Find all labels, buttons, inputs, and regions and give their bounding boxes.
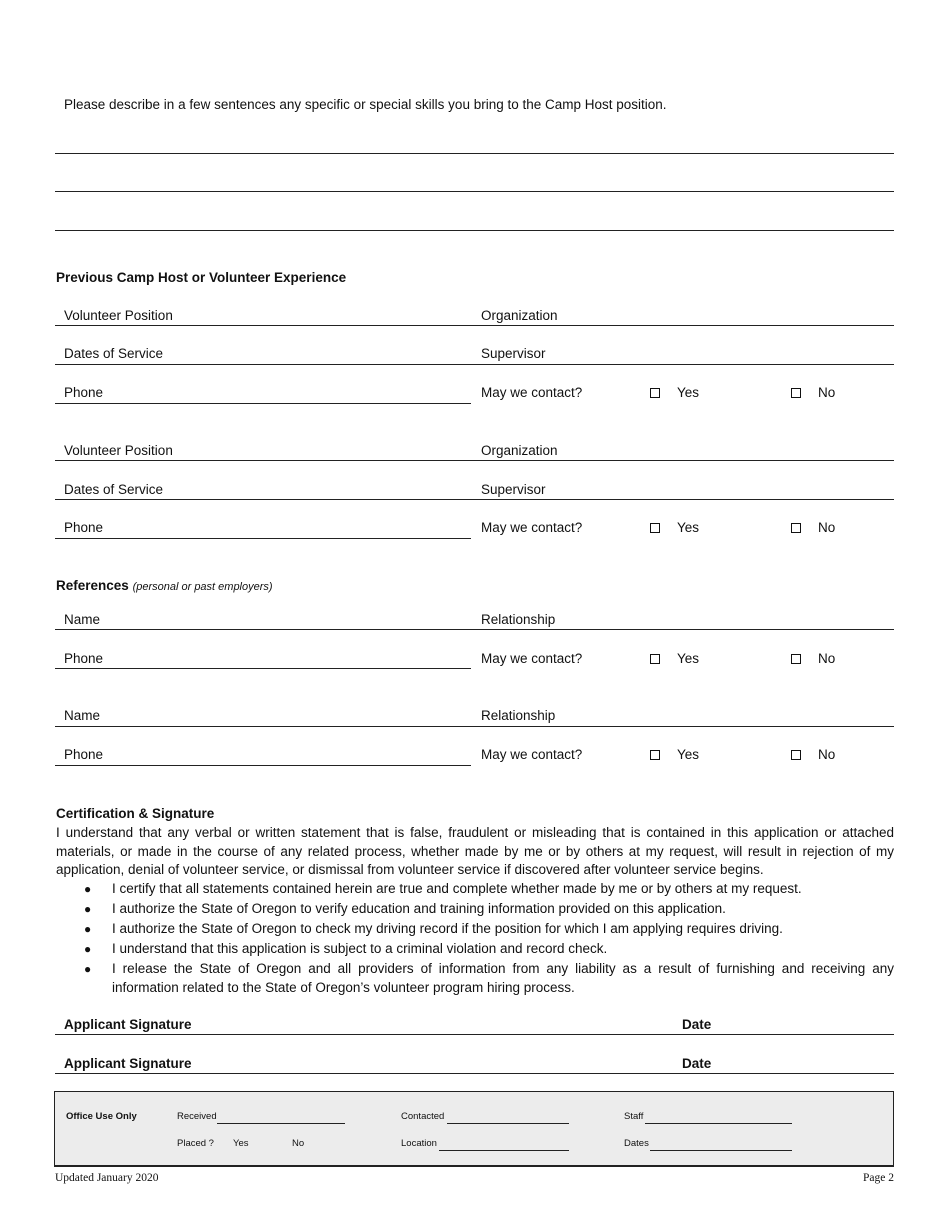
certification-paragraph: I understand that any verbal or written statement that is false, fraudulent or misleading that is contained in this application or attached materials, or made in the course of any related process, whether made by me or by others at my request, will result in rejection of my application, denial of volunteer service, or dismissal from volunteer service if discovered after volunteer service begins. <box>56 825 894 877</box>
relationship-label: Relationship <box>481 612 556 627</box>
contact-no-label: No <box>818 651 836 666</box>
bullet-icon: ● <box>84 902 92 916</box>
volunteer-position-label: Volunteer Position <box>64 308 173 323</box>
name-relationship-line[interactable] <box>55 726 894 727</box>
contact-no-label: No <box>818 385 836 400</box>
supervisor-label: Supervisor <box>481 346 546 361</box>
staff-field[interactable] <box>645 1123 792 1124</box>
name-relationship-line[interactable] <box>55 629 894 630</box>
applicant-signature-label: Applicant Signature <box>64 1017 192 1032</box>
dates-field[interactable] <box>650 1150 792 1151</box>
may-we-contact-label: May we contact? <box>481 385 583 400</box>
contact-no-label: No <box>818 520 836 535</box>
contact-yes-label: Yes <box>677 747 700 762</box>
experience-heading: Previous Camp Host or Volunteer Experience <box>56 270 347 285</box>
bullet-icon: ● <box>84 942 92 956</box>
phone-label: Phone <box>64 747 104 762</box>
applicant-signature-label: Applicant Signature <box>64 1056 192 1071</box>
contact-yes-label: Yes <box>677 520 700 535</box>
contact-no-checkbox[interactable] <box>791 654 801 664</box>
signature-date-label: Date <box>682 1017 712 1032</box>
skills-prompt: Please describe in a few sentences any specific or special skills you bring to the Camp Host position. <box>64 97 667 112</box>
contact-yes-checkbox[interactable] <box>650 750 660 760</box>
signature-line[interactable] <box>55 1034 894 1035</box>
list-item: ● I understand that this application is subject to a criminal violation and record check. <box>56 940 894 959</box>
received-field[interactable] <box>217 1123 345 1124</box>
position-organization-line[interactable] <box>55 460 894 461</box>
updated-date: Updated January 2020 <box>55 1172 159 1184</box>
contact-yes-checkbox[interactable] <box>650 523 660 533</box>
bullet-icon: ● <box>84 962 92 976</box>
phone-line[interactable] <box>55 668 471 669</box>
references-subheading: (personal or past employers) <box>132 581 273 593</box>
references-heading-row <box>56 578 273 593</box>
location-label: Location <box>401 1138 437 1149</box>
phone-line[interactable] <box>55 538 471 539</box>
contact-no-label: No <box>818 747 836 762</box>
list-item: ● I authorize the State of Oregon to check my driving record if the position for which I am applying requires driving. <box>56 920 894 939</box>
phone-line[interactable] <box>55 403 471 404</box>
certification-list <box>56 880 894 999</box>
may-we-contact-label: May we contact? <box>481 520 583 535</box>
reference-name-label: Name <box>64 708 101 723</box>
dates-supervisor-line[interactable] <box>55 499 894 500</box>
contact-no-checkbox[interactable] <box>791 750 801 760</box>
list-item: ● I release the State of Oregon and all providers of information from any liability as a result of furnishing and receiving any information related to the State of Oregon’s volunteer program hiring process. <box>84 961 894 995</box>
contacted-label: Contacted <box>401 1111 445 1122</box>
phone-label: Phone <box>64 651 104 666</box>
dates-supervisor-line[interactable] <box>55 364 894 365</box>
list-item: ● I authorize the State of Oregon to verify education and training information provided on this application. <box>56 900 894 919</box>
skills-answer-line-3[interactable] <box>55 230 894 231</box>
placed-yes-option[interactable]: Yes <box>233 1138 249 1149</box>
contact-yes-label: Yes <box>677 385 700 400</box>
dates-label: Dates <box>624 1138 649 1149</box>
references-heading: References <box>56 578 129 593</box>
contact-no-checkbox[interactable] <box>791 523 801 533</box>
page-number: Page 2 <box>863 1172 894 1184</box>
organization-label: Organization <box>481 443 558 458</box>
dates-of-service-label: Dates of Service <box>64 482 164 497</box>
skills-answer-line-2[interactable] <box>55 191 894 192</box>
placed-no-option[interactable]: No <box>292 1138 305 1149</box>
office-use-title: Office Use Only <box>66 1111 137 1122</box>
bullet-icon: ● <box>84 922 92 936</box>
signature-date-label: Date <box>682 1056 712 1071</box>
organization-label: Organization <box>481 308 558 323</box>
staff-label: Staff <box>624 1111 644 1122</box>
contact-yes-label: Yes <box>677 651 700 666</box>
location-field[interactable] <box>439 1150 569 1151</box>
contact-no-checkbox[interactable] <box>791 388 801 398</box>
contact-yes-checkbox[interactable] <box>650 654 660 664</box>
reference-name-label: Name <box>64 612 101 627</box>
office-use-box <box>54 1091 894 1167</box>
phone-label: Phone <box>64 520 104 535</box>
placed-label: Placed ? <box>177 1138 214 1149</box>
may-we-contact-label: May we contact? <box>481 651 583 666</box>
volunteer-position-label: Volunteer Position <box>64 443 173 458</box>
contacted-field[interactable] <box>447 1123 569 1124</box>
skills-answer-line-1[interactable] <box>55 153 894 154</box>
supervisor-label: Supervisor <box>481 482 546 497</box>
dates-of-service-label: Dates of Service <box>64 346 164 361</box>
contact-yes-checkbox[interactable] <box>650 388 660 398</box>
certification-heading: Certification & Signature <box>56 806 215 821</box>
received-label: Received <box>177 1111 217 1122</box>
phone-line[interactable] <box>55 765 471 766</box>
position-organization-line[interactable] <box>55 325 894 326</box>
bullet-icon: ● <box>84 882 92 896</box>
list-item: ● I certify that all statements contained herein are true and complete whether made by me or by others at my request. <box>56 880 894 899</box>
signature-line[interactable] <box>55 1073 894 1074</box>
may-we-contact-label: May we contact? <box>481 747 583 762</box>
phone-label: Phone <box>64 385 104 400</box>
relationship-label: Relationship <box>481 708 556 723</box>
